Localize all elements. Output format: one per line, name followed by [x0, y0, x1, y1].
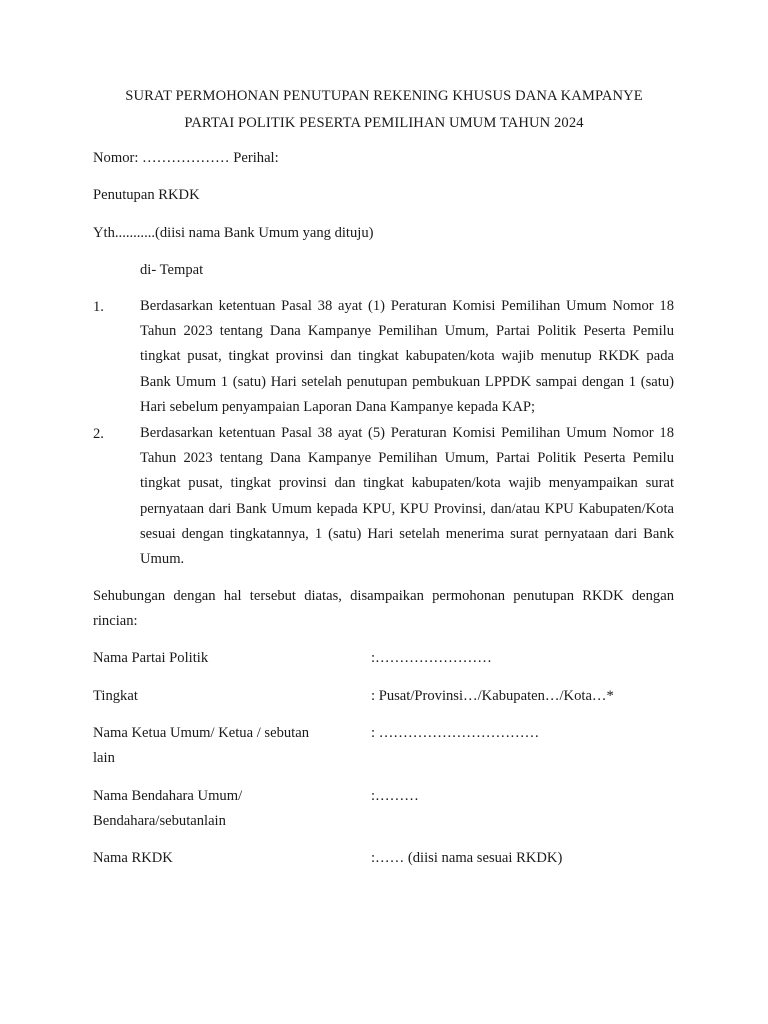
recipient-line: Yth...........(diisi nama Bank Umum yang dituju) — [93, 225, 374, 241]
point-text: Berdasarkan ketentuan Pasal 38 ayat (5) Peraturan Komisi Pemilihan Umum Nomor 18 Tahun 2023 tentang Dana Kampanye Pemilihan Umum, Partai Politik Peserta Pemilu tingkat pusat, tingkat provinsi dan tingkat kabupaten/kota wajib menyampaikan surat pernyataan dari Bank Umum kepada KPU, KPU Provinsi, dan/atau KPU Kabupaten/Kota sesuai dengan tingkatannya, 1 (satu) Hari setelah menerima surat pernyataan dari Bank Umum. — [140, 425, 674, 568]
document-title-line-2: PARTAI POLITIK PESERTA PEMILIHAN UMUM TAHUN 2024 — [184, 115, 584, 131]
field-value-level: : Pusat/Provinsi…/Kabupaten…/Kota…* — [371, 688, 614, 704]
field-label-treasurer: Nama Bendahara Umum/ Bendahara/sebutanlain — [93, 788, 243, 830]
field-label-party-name: Nama Partai Politik — [93, 650, 209, 666]
point-text: Berdasarkan ketentuan Pasal 38 ayat (1) Peraturan Komisi Pemilihan Umum Nomor 18 Tahun 2023 tentang Dana Kampanye Pemilihan Umum, Partai Politik Peserta Pemilu tingkat pusat, tingkat provinsi dan tingkat kabupaten/kota wajib menutup RKDK pada Bank Umum 1 (satu) Hari setelah penutupan pembukuan LPPDK sampai dengan 1 (satu) Hari sebelum penyampaian Laporan Dana Kampanye kepada KAP; — [140, 298, 674, 415]
field-value-party-name: :…………………… — [371, 650, 492, 666]
field-value-chairman: : …………………………… — [371, 725, 540, 741]
nomor-perihal-line: Nomor: ……………… Perihal: — [93, 150, 279, 166]
tempat-line: di- Tempat — [140, 262, 204, 278]
field-value-rkdk-name: :…… (diisi nama sesuai RKDK) — [371, 850, 563, 866]
document-title-line-1: SURAT PERMOHONAN PENUTUPAN REKENING KHUSUS DANA KAMPANYE — [125, 88, 643, 104]
field-label-rkdk-name: Nama RKDK — [93, 850, 173, 866]
point-number: 1. — [93, 299, 104, 315]
field-label-level: Tingkat — [93, 688, 138, 704]
point-number: 2. — [93, 426, 104, 442]
field-value-treasurer: :……… — [371, 788, 419, 804]
perihal-value: Penutupan RKDK — [93, 187, 200, 203]
intro-paragraph: Sehubungan dengan hal tersebut diatas, disampaikan permohonan penutupan RKDK dengan rincian: — [93, 588, 674, 630]
field-label-chairman: Nama Ketua Umum/ Ketua / sebutan lain — [93, 725, 310, 767]
